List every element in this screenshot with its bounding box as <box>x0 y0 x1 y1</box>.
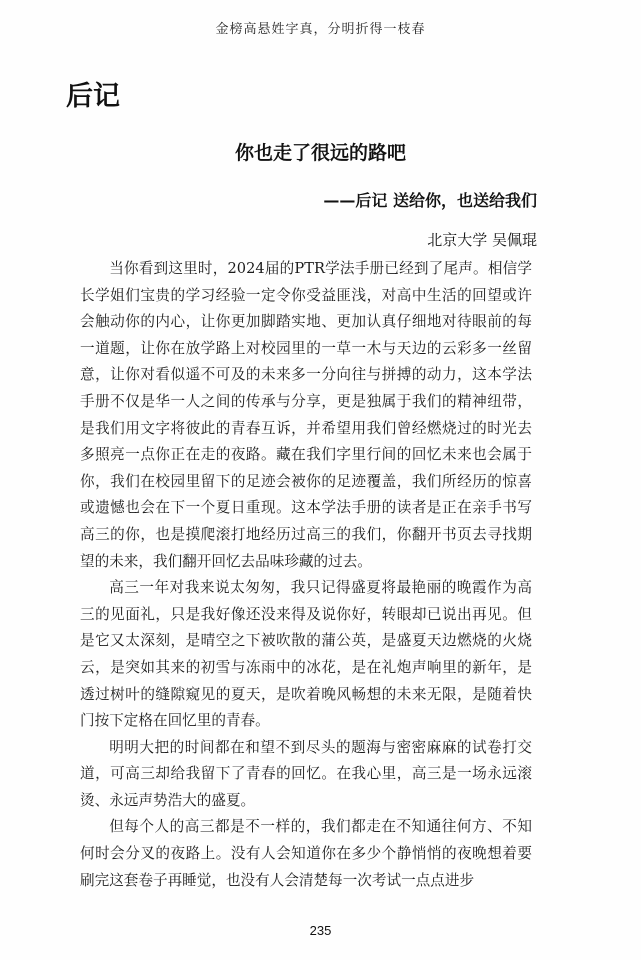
paragraph-2: 高三一年对我来说太匆匆，我只记得盛夏将最艳丽的晚霞作为高三的见面礼，只是我好像还没来得及说你好，转眼却已说出再见。但是它又太深刻，是晴空之下被吹散的蒲公英，是盛夏天边燃烧的火烧云，是突如其来的初雪与冻雨中的冰花，是在礼炮声响里的新年，是透过树叶的缝隙窥见的夏天，是吹着晚风畅想的未来无限，是随着快门按下定格在回忆里的青春。 <box>80 579 532 730</box>
body-text <box>80 256 532 894</box>
article-title: 你也走了很远的路吧 <box>234 142 406 164</box>
page-number: 235 <box>309 923 332 938</box>
paragraph-4: 但每个人的高三都是不一样的，我们都走在不知通往何方、不知何时会分叉的夜路上。没有人会知道你在多少个静悄悄的夜晚想着要刷完这套卷子再睡觉，也没有人会清楚每一次考试一点点进步 <box>80 818 532 889</box>
author-line: 北京大学 吴佩琨 <box>427 231 537 249</box>
paragraph-3: 明明大把的时间都在和望不到尽头的题海与密密麻麻的试卷打交道，可高三却给我留下了青春的回忆。在我心里，高三是一场永远滚烫、永远声势浩大的盛夏。 <box>80 738 532 809</box>
article-subtitle: ——后记 送给你，也送给我们 <box>323 191 537 210</box>
paragraph-1: 当你看到这里时，2024届的PTR学法手册已经到了尾声。相信学长学姐们宝贵的学习经验一定令你受益匪浅，对高中生活的回望或许会触动你的内心，让你更加脚踏实地、更加认真仔细地对待眼前的每一道题，让你在放学路上对校园里的一草一木与天边的云彩多一丝留意，让你对看似遥不可及的未来多一分向往与拼搏的动力，这本学法手册不仅是华一人之间的传承与分享，更是独属于我们的精神纽带，是我们用文字将彼此的青春互诉，并希望用我们曾经燃烧过的时光去多照亮一点你正在走的夜路。藏在我们字里行间的回忆未来也会属于你，我们在校园里留下的足迹会被你的足迹覆盖，我们所经历的惊喜或遗憾也会在下一个夏日重现。这本学法手册的读者是正在亲手书写高三的你，也是摸爬滚打地经历过高三的我们，你翻开书页去寻找期望的未来，我们翻开回忆去品味珍藏的过去。 <box>80 260 532 570</box>
running-head: 金榜高悬姓字真，分明折得一枝春 <box>215 22 426 37</box>
chapter-title: 后记 <box>66 81 120 112</box>
